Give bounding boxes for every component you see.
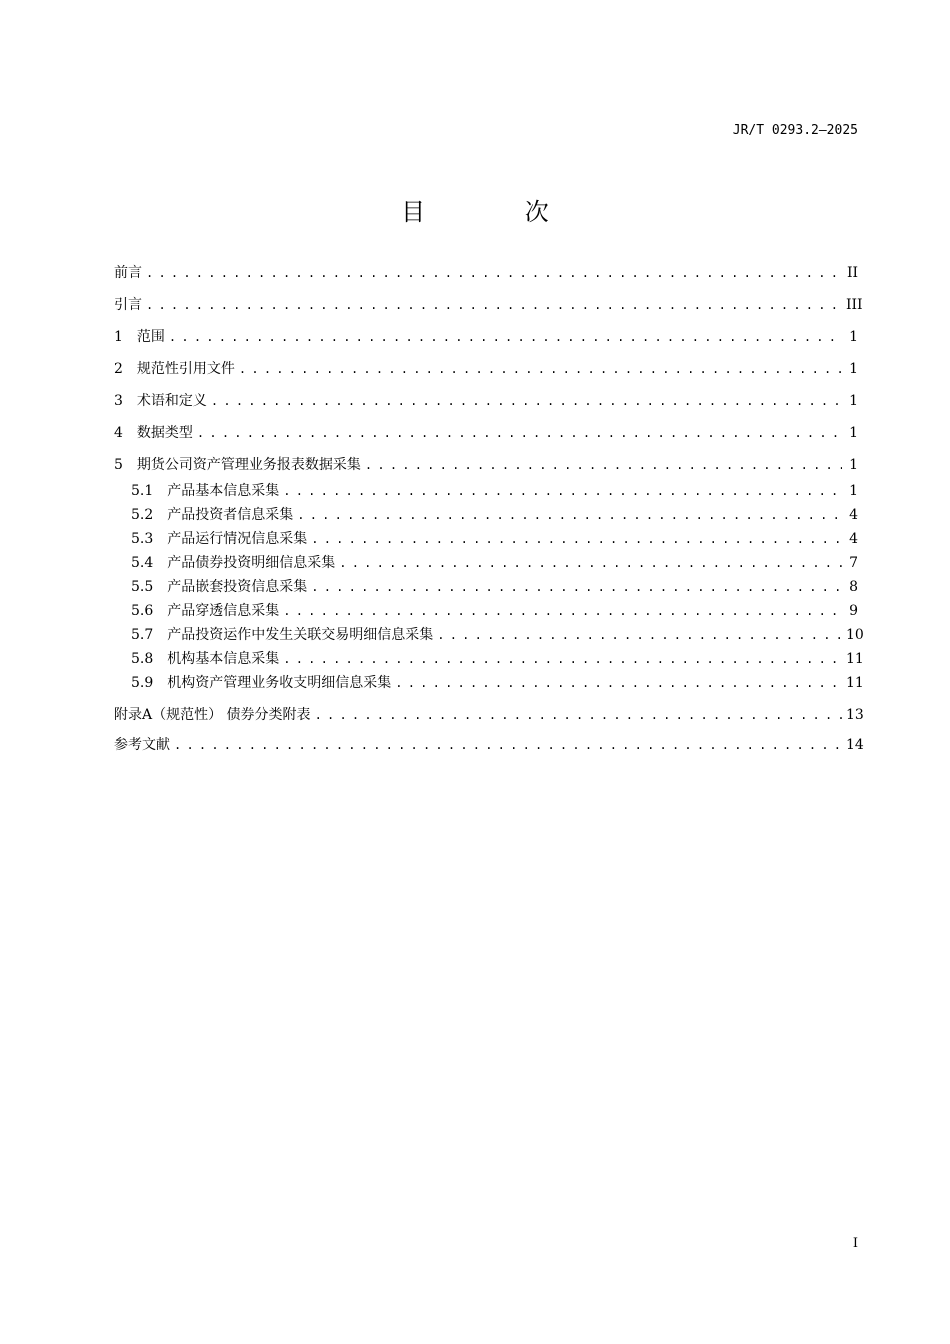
dot-leader [311, 529, 842, 549]
toc-entry-label: 产品投资者信息采集 [167, 507, 294, 523]
toc-entry-page: 11 [846, 675, 864, 691]
toc-entry[interactable] [131, 601, 858, 621]
toc-entry-number: 3 [114, 393, 123, 409]
toc-entry-page: 1 [849, 361, 858, 377]
toc-entry[interactable] [131, 673, 864, 693]
toc-entry-label: 前言 [114, 265, 142, 281]
toc-entry[interactable] [114, 327, 858, 347]
toc-entry-number: 5.9 [131, 675, 154, 691]
toc-entry-label: 产品穿透信息采集 [167, 603, 280, 619]
toc-entry-number: 5.6 [131, 603, 154, 619]
dot-leader [365, 455, 842, 475]
toc-entry[interactable] [114, 263, 858, 283]
dot-leader [146, 263, 842, 283]
toc-entry-label: 产品债券投资明细信息采集 [167, 555, 336, 571]
toc-entry[interactable] [114, 735, 864, 755]
toc-entry-number: 5.3 [131, 531, 154, 547]
toc-entry-page: 13 [846, 707, 864, 723]
toc-entry-label: 范围 [136, 329, 165, 345]
toc-entry-number: 5.5 [131, 579, 154, 595]
dot-leader [169, 327, 842, 347]
toc-entry-number: 2 [114, 361, 123, 377]
toc-entry-label: 参考文献 [114, 737, 170, 753]
toc-entry[interactable] [114, 423, 858, 443]
toc-entry-label: 期货公司资产管理业务报表数据采集 [136, 457, 361, 473]
toc-entry[interactable] [131, 553, 858, 573]
toc-entry-label: 机构基本信息采集 [167, 651, 280, 667]
toc-entry-page: III [846, 297, 863, 313]
toc-entry-page: 1 [849, 329, 858, 345]
dot-leader [283, 601, 842, 621]
dot-leader [283, 649, 842, 669]
toc-entry-label: 产品嵌套投资信息采集 [167, 579, 308, 595]
toc-entry[interactable] [114, 295, 863, 315]
toc-entry[interactable] [114, 705, 864, 725]
toc-entry-number: 5.8 [131, 651, 154, 667]
dot-leader [239, 359, 842, 379]
toc-entry-label: 规范性引用文件 [136, 361, 235, 377]
toc-entry-page: 9 [849, 603, 858, 619]
toc-entry-number: 5.2 [131, 507, 154, 523]
toc-entry-page: 1 [849, 457, 858, 473]
toc-entry[interactable] [114, 359, 858, 379]
dot-leader [339, 553, 842, 573]
toc-entry-page: 1 [849, 483, 858, 499]
toc-entry[interactable] [131, 577, 858, 597]
dot-leader [297, 505, 842, 525]
toc-entry-page: 4 [849, 531, 858, 547]
toc-entry[interactable] [131, 625, 864, 645]
toc-entry[interactable] [114, 455, 858, 475]
toc-entry[interactable] [131, 649, 864, 669]
toc-entry-page: II [846, 265, 858, 281]
toc-entry-label: 产品基本信息采集 [167, 483, 280, 499]
toc-entry-page: 1 [849, 425, 858, 441]
document-code: JR/T 0293.2—2025 [732, 123, 858, 138]
toc-entry[interactable] [114, 391, 858, 411]
dot-leader [211, 391, 842, 411]
dot-leader [315, 705, 842, 725]
toc-entry-page: 8 [849, 579, 858, 595]
toc-entry-number: 1 [114, 329, 123, 345]
dot-leader [437, 625, 842, 645]
toc-entry-page: 1 [849, 393, 858, 409]
toc-entry-page: 7 [849, 555, 858, 571]
toc-entry-label: 附录A（规范性） 债券分类附表 [114, 707, 311, 723]
dot-leader [311, 577, 842, 597]
toc-entry-label: 引言 [114, 297, 142, 313]
toc-entry-page: 11 [846, 651, 864, 667]
toc-entry-number: 4 [114, 425, 123, 441]
page-number: I [852, 1236, 858, 1251]
page-title: 目 次 [401, 198, 595, 226]
toc-entry-label: 术语和定义 [136, 393, 207, 409]
toc-entry-label: 产品投资运作中发生关联交易明细信息采集 [167, 627, 434, 643]
toc-entry[interactable] [131, 481, 858, 501]
toc-entry-number: 5 [114, 457, 123, 473]
dot-leader [283, 481, 842, 501]
toc-entry-number: 5.4 [131, 555, 154, 571]
dot-leader [395, 673, 842, 693]
dot-leader [174, 735, 842, 755]
dot-leader [146, 295, 842, 315]
toc-entry[interactable] [131, 529, 858, 549]
toc-entry[interactable] [131, 505, 858, 525]
dot-leader [197, 423, 842, 443]
toc-entry-page: 4 [849, 507, 858, 523]
toc-entry-label: 机构资产管理业务收支明细信息采集 [167, 675, 392, 691]
toc-entry-label: 产品运行情况信息采集 [167, 531, 308, 547]
toc-entry-number: 5.7 [131, 627, 154, 643]
toc-entry-page: 10 [846, 627, 864, 643]
toc-entry-page: 14 [846, 737, 864, 753]
toc-entry-label: 数据类型 [136, 425, 193, 441]
toc-entry-number: 5.1 [131, 483, 154, 499]
